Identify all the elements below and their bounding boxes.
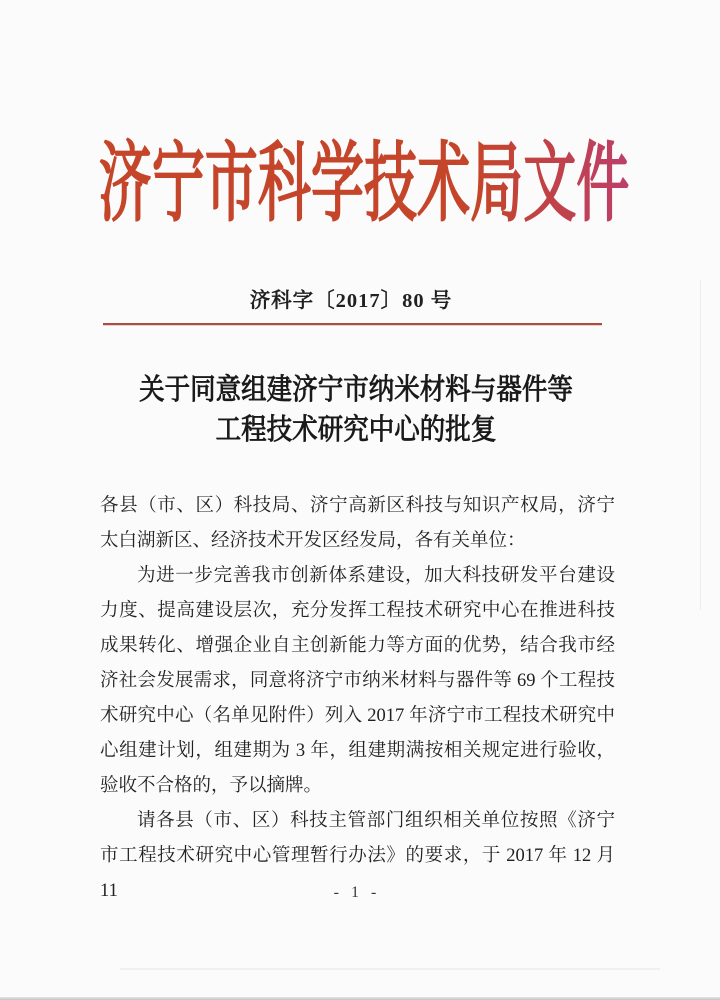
body-paragraph-2: 请各县（市、区）科技主管部门组织相关单位按照《济宁市工程技术研究中心管理暂行办法》的要求，于 2017 年 12 月 11 bbox=[100, 811, 615, 901]
recipients-line: 各县（市、区）科技局、济宁高新区科技与知识产权局，济宁太白湖新区、经济技术开发区经发局，各有关单位： bbox=[100, 496, 615, 551]
page-number: - 1 - bbox=[333, 884, 381, 901]
document-title bbox=[43, 370, 670, 450]
scan-streak-artifact bbox=[120, 968, 660, 970]
document-title-line1: 关于同意组建济宁市纳米材料与器件等 bbox=[139, 374, 573, 406]
letterhead-rule bbox=[103, 323, 602, 325]
letterhead-title: 济宁市科学技术局文件 bbox=[98, 135, 630, 232]
body-paragraph-1: 为进一步完善我市创新体系建设，加大科技研发平台建设力度、提高建设层次，充分发挥工程技术研究中心在推进科技成果转化、增强企业自主创新能力等方面的优势，结合我市经济社会发展需求，同意将济宁市纳米材料与器件等 69 个工程技术研究中心（名单见附件）列入 2017 年济宁市工程技术研究中心组建计划，组建期为 3 年，组建期满按相关规定进行验收，验收不合格的，予以摘牌。 bbox=[100, 566, 615, 796]
document-title-line2: 工程技术研究中心的批复 bbox=[215, 414, 497, 446]
document-body bbox=[100, 489, 615, 909]
document-number: 济科字〔2017〕80 号 bbox=[249, 290, 453, 312]
scan-edge-right bbox=[700, 280, 701, 610]
letterhead bbox=[4, 134, 720, 234]
